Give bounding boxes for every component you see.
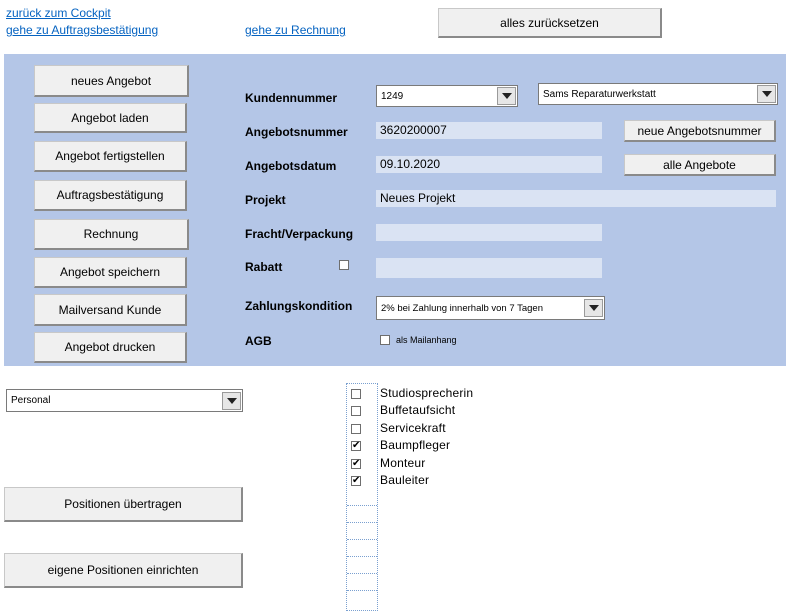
item-checkbox-monteur[interactable]: ✔ xyxy=(352,458,361,469)
rabatt-label: Rabatt xyxy=(245,260,283,274)
link-rechnung[interactable]: gehe zu Rechnung xyxy=(245,23,346,37)
item-label: Baumpfleger xyxy=(380,438,451,452)
kundennummer-select[interactable] xyxy=(376,85,518,107)
position-checkbox-column xyxy=(346,383,378,611)
angebotsdatum-field[interactable]: 09.10.2020 xyxy=(376,156,602,173)
item-checkbox-baumpfleger[interactable]: ✔ xyxy=(352,440,361,451)
fracht-field[interactable] xyxy=(376,224,602,241)
agb-mailanhang-checkbox[interactable] xyxy=(380,335,390,345)
item-label: Monteur xyxy=(380,456,426,470)
chevron-down-icon[interactable] xyxy=(222,392,241,410)
link-auftragsbestaetigung[interactable]: gehe zu Auftragsbestätigung xyxy=(6,23,159,37)
fracht-label: Fracht/Verpackung xyxy=(245,227,354,241)
kategorie-select[interactable] xyxy=(6,389,243,412)
item-checkbox-bauleiter[interactable]: ✔ xyxy=(352,475,361,486)
invoice-button[interactable]: Rechnung xyxy=(34,219,189,250)
item-label: Bauleiter xyxy=(380,473,430,487)
kundennummer-value: 1249 xyxy=(381,90,404,102)
transfer-positions-button[interactable]: Positionen übertragen xyxy=(4,487,243,522)
agb-mailanhang-label: als Mailanhang xyxy=(396,335,457,345)
zahlungskondition-select[interactable] xyxy=(376,296,605,320)
chevron-down-icon[interactable] xyxy=(584,299,603,317)
rabatt-field[interactable] xyxy=(376,258,602,278)
custom-positions-button[interactable]: eigene Positionen einrichten xyxy=(4,553,243,588)
kundenname-select[interactable] xyxy=(538,83,778,105)
chevron-down-icon[interactable] xyxy=(757,85,776,103)
item-label: Servicekraft xyxy=(380,421,446,435)
zahlungskondition-value: 2% bei Zahlung innerhalb von 7 Tagen xyxy=(381,302,543,314)
projekt-label: Projekt xyxy=(245,193,286,207)
reset-all-button[interactable]: alles zurücksetzen xyxy=(438,8,662,38)
load-offer-button[interactable]: Angebot laden xyxy=(34,103,187,133)
order-confirmation-button[interactable]: Auftragsbestätigung xyxy=(34,180,187,211)
link-zurueck-cockpit[interactable]: zurück zum Cockpit xyxy=(6,6,111,20)
mail-customer-button[interactable]: Mailversand Kunde xyxy=(34,294,187,326)
projekt-field[interactable]: Neues Projekt xyxy=(376,190,776,207)
rabatt-checkbox[interactable] xyxy=(339,260,349,270)
angebotsdatum-label: Angebotsdatum xyxy=(245,159,337,173)
kundenname-value: Sams Reparaturwerkstatt xyxy=(543,88,656,100)
kundennummer-label: Kundennummer xyxy=(245,91,338,105)
new-offer-button[interactable]: neues Angebot xyxy=(34,65,189,97)
agb-label: AGB xyxy=(245,334,272,348)
new-offer-number-button[interactable]: neue Angebotsnummer xyxy=(624,120,776,142)
item-label: Studiosprecherin xyxy=(380,386,474,400)
kategorie-value: Personal xyxy=(11,395,51,406)
finalize-offer-button[interactable]: Angebot fertigstellen xyxy=(34,141,187,172)
item-checkbox-servicekraft[interactable] xyxy=(351,424,361,434)
print-offer-button[interactable]: Angebot drucken xyxy=(34,332,187,363)
chevron-down-icon[interactable] xyxy=(497,87,516,105)
zahlungskondition-label: Zahlungskondition xyxy=(245,299,353,313)
item-label: Buffetaufsicht xyxy=(380,403,456,417)
save-offer-button[interactable]: Angebot speichern xyxy=(34,257,187,288)
angebotsnummer-label: Angebotsnummer xyxy=(245,125,348,139)
all-offers-button[interactable]: alle Angebote xyxy=(624,154,776,176)
item-checkbox-buffetaufsicht[interactable] xyxy=(351,406,361,416)
angebotsnummer-field[interactable]: 3620200007 xyxy=(376,122,602,139)
item-checkbox-studiosprecherin[interactable] xyxy=(351,389,361,399)
